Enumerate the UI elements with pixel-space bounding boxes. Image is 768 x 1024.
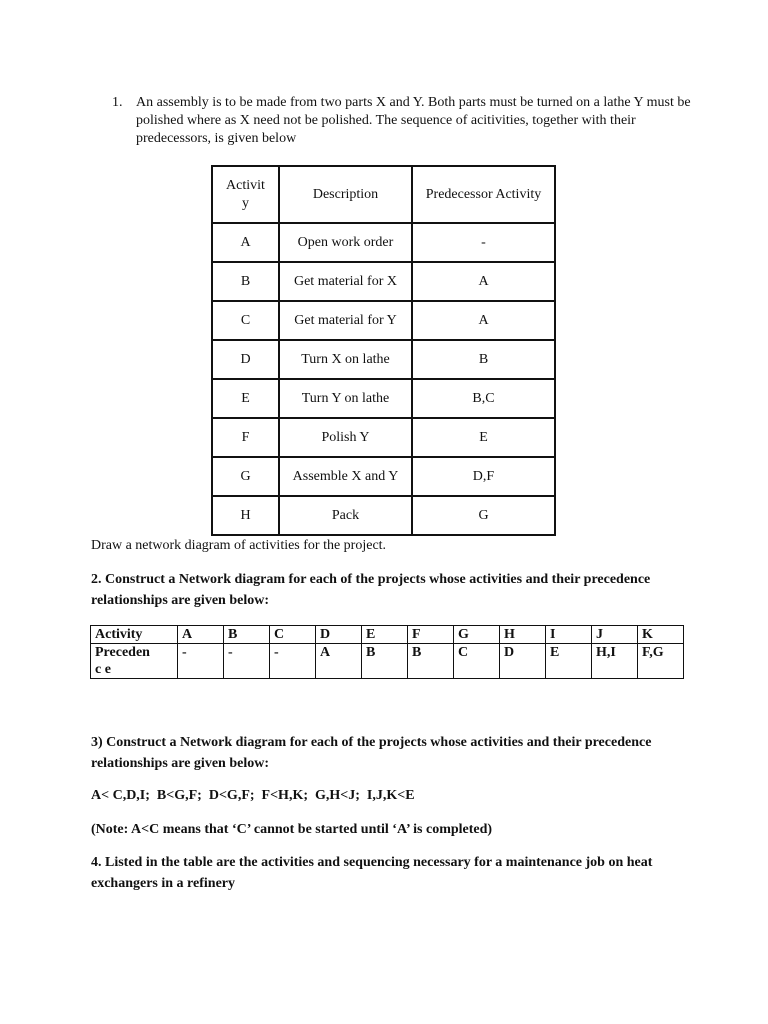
question-2-text: 2. Construct a Network diagram for each of the projects whose activities and their precedence relationships are given below: — [91, 572, 651, 608]
precedence-cell: H,I — [592, 644, 638, 679]
cell-activity: G — [212, 457, 279, 496]
precedence-cell: A — [316, 644, 362, 679]
cell-predecessor: A — [412, 262, 555, 301]
row-label-precedence-text: Precedenc e — [95, 645, 150, 677]
precedence-cell: B — [408, 644, 454, 679]
precedence-cell: D — [500, 644, 546, 679]
activity-cell: D — [316, 626, 362, 644]
precedence-table-precedence-row — [91, 644, 684, 679]
cell-description: Turn Y on lathe — [279, 379, 412, 418]
row-label-activity: Activity — [91, 626, 178, 644]
table-row — [212, 301, 555, 340]
table-row — [212, 223, 555, 262]
activity-cell: J — [592, 626, 638, 644]
question-4-text: 4. Listed in the table are the activities and sequencing necessary for a maintenance job on heat exchangers in a refinery — [91, 855, 653, 891]
activity-cell: K — [638, 626, 684, 644]
activity-table — [211, 165, 556, 536]
cell-predecessor: D,F — [412, 457, 555, 496]
question-3-text: 3) Construct a Network diagram for each of the projects whose activities and their precedence relationships are given below: — [91, 735, 652, 771]
table-row — [212, 340, 555, 379]
question-3-relations: A< C,D,I; B<G,F; D<G,F; F<H,K; G,H<J; I,J,K<E — [91, 788, 415, 803]
header-description: Description — [279, 166, 412, 223]
activity-cell: G — [454, 626, 500, 644]
cell-activity: E — [212, 379, 279, 418]
activity-cell: E — [362, 626, 408, 644]
precedence-table — [90, 625, 684, 679]
precedence-cell: B — [362, 644, 408, 679]
cell-activity: B — [212, 262, 279, 301]
activity-cell: A — [178, 626, 224, 644]
cell-activity: D — [212, 340, 279, 379]
precedence-cell: - — [270, 644, 316, 679]
activity-cell: I — [546, 626, 592, 644]
question-1-instruction: Draw a network diagram of activities for the project. — [91, 538, 387, 553]
cell-activity: H — [212, 496, 279, 535]
cell-description: Open work order — [279, 223, 412, 262]
activity-cell: C — [270, 626, 316, 644]
activity-cell: H — [500, 626, 546, 644]
table-row — [212, 418, 555, 457]
cell-predecessor: E — [412, 418, 555, 457]
table-row — [212, 457, 555, 496]
precedence-cell: E — [546, 644, 592, 679]
cell-predecessor: A — [412, 301, 555, 340]
header-predecessor: Predecessor Activity — [412, 166, 555, 223]
question-1-text: An assembly is to be made from two parts X and Y. Both parts must be turned on a lathe Y must be polished where as X need not be polished. The sequence of acitivities, together with their predecessors, is given below — [136, 95, 691, 146]
question-3-note: (Note: A<C means that ‘C’ cannot be started until ‘A’ is completed) — [91, 822, 493, 837]
cell-description: Assemble X and Y — [279, 457, 412, 496]
precedence-cell: - — [224, 644, 270, 679]
activity-cell: B — [224, 626, 270, 644]
cell-predecessor: B — [412, 340, 555, 379]
cell-activity: A — [212, 223, 279, 262]
cell-activity: C — [212, 301, 279, 340]
table-row — [212, 262, 555, 301]
header-activity — [212, 166, 279, 223]
table-row — [212, 496, 555, 535]
precedence-cell: C — [454, 644, 500, 679]
cell-predecessor: G — [412, 496, 555, 535]
header-activity-label: Activit y — [226, 177, 265, 211]
question-1-number: 1. — [112, 95, 123, 110]
table-row — [212, 379, 555, 418]
activity-table-header — [212, 166, 555, 223]
cell-description: Turn X on lathe — [279, 340, 412, 379]
cell-activity: F — [212, 418, 279, 457]
cell-predecessor: B,C — [412, 379, 555, 418]
activity-cell: F — [408, 626, 454, 644]
precedence-cell: F,G — [638, 644, 684, 679]
cell-description: Polish Y — [279, 418, 412, 457]
cell-description: Pack — [279, 496, 412, 535]
row-label-precedence — [91, 644, 178, 679]
precedence-cell: - — [178, 644, 224, 679]
cell-description: Get material for Y — [279, 301, 412, 340]
cell-predecessor: - — [412, 223, 555, 262]
cell-description: Get material for X — [279, 262, 412, 301]
precedence-table-activity-row — [91, 626, 684, 644]
